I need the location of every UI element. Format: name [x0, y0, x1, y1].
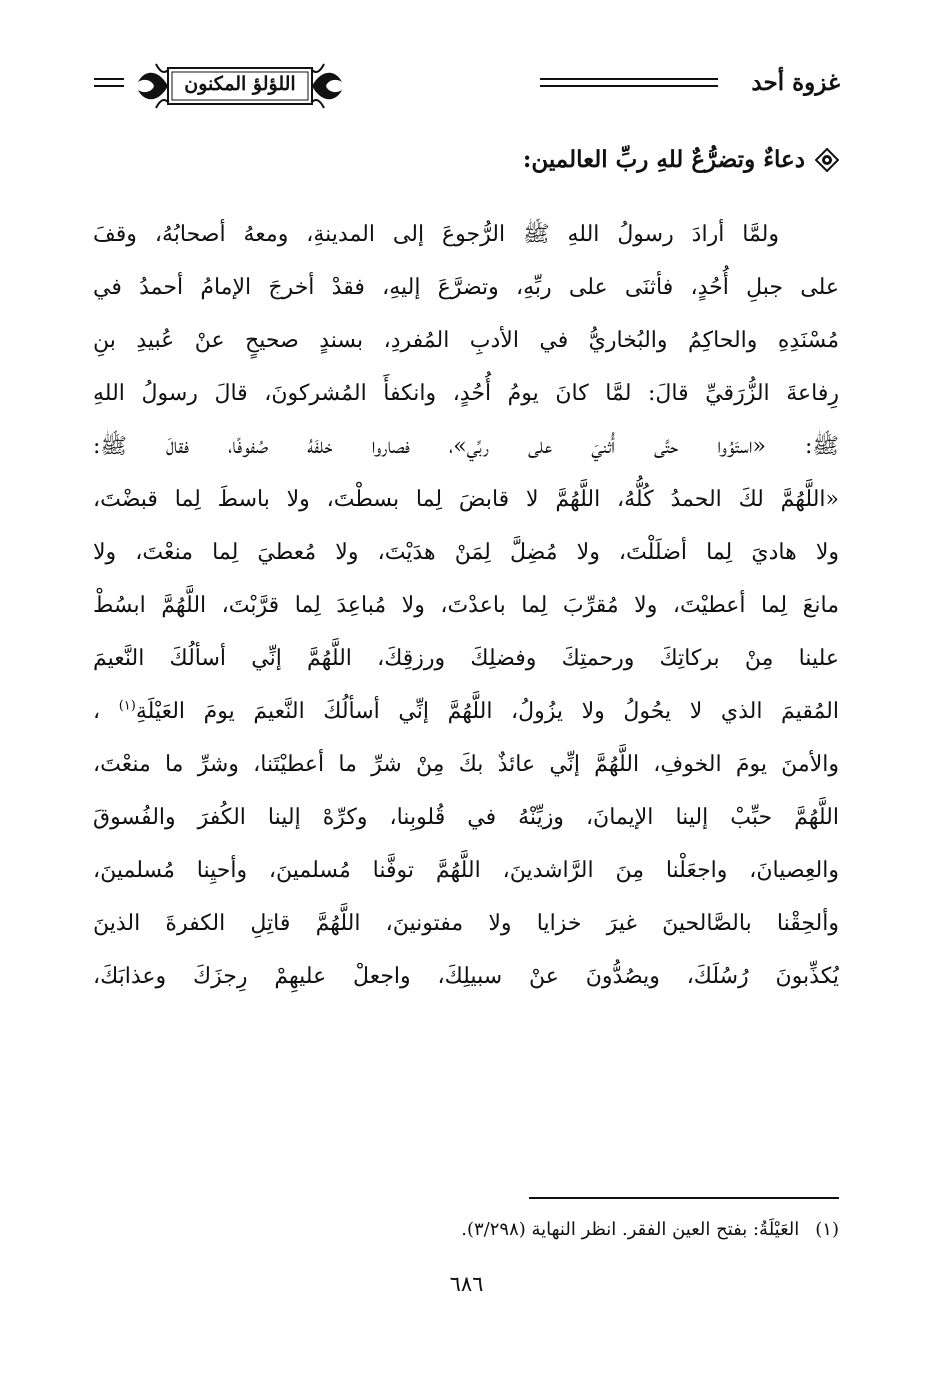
- body-line: علينا مِنْ بركاتِكَ ورحمتِكَ وفضلِكَ ورزقِكَ، اللَّهُمَّ إنِّي أسألُكَ النَّعيمَ: [93, 646, 839, 671]
- page-number: ٦٨٦: [449, 1272, 484, 1296]
- body-text: [93, 208, 839, 1003]
- body-line: ﷺ: «استَوُوا حتَّى أُثنيَ على ربِّي»، فصاروا خلفَهُ صُفوفًا، فقالَ ﷺ:: [93, 434, 839, 459]
- book-title-cartouche: [134, 58, 346, 114]
- footnote-ref-suffix: ،: [93, 699, 101, 724]
- footnote-reference[interactable]: (١): [118, 698, 136, 714]
- footnote-text: العَيْلَةُ: بفتح العين الفقر. انظر النهاية (٣/٢٩٨).: [461, 1219, 800, 1240]
- body-line: ولمَّا أرادَ رسولُ اللهِ ﷺ الرُّجوعَ إلى المدينةِ، ومعهُ أصحابُهُ، وقفَ: [93, 222, 779, 247]
- footnote-number: (١): [815, 1219, 839, 1240]
- section-heading: [523, 140, 839, 180]
- running-header: [94, 58, 840, 114]
- header-rule-right: [540, 78, 718, 87]
- body-line: مُسْنَدِهِ والحاكِمُ والبُخاريُّ في الأدبِ المُفردِ، بسندٍ صحيحٍ عنْ عُبيدِ بنِ: [93, 328, 839, 353]
- body-line: مانعَ لِما أعطيْتَ، ولا مُقرِّبَ لِما باعدْتَ، ولا مُباعِدَ لِما قرَّبْتَ، اللَّهُمَّ ابسُطْ: [93, 593, 839, 618]
- body-line: وألحِقْنا بالصَّالحينَ غيرَ خزايا ولا مفتونينَ، اللَّهُمَّ قاتِلِ الكفرةَ الذينَ: [93, 911, 839, 936]
- body-line-with-footnote: [93, 685, 839, 738]
- body-line: «اللَّهُمَّ لكَ الحمدُ كُلُّهُ، اللَّهُمَّ لا قابضَ لِما بسطْتَ، ولا باسطَ لِما قبضْتَ،: [93, 487, 839, 512]
- body-line: والعِصيانَ، واجعَلْنا مِنَ الرَّاشدينَ، اللَّهُمَّ توفَّنا مُسلمينَ، وأحيِنا مُسلمينَ،: [93, 858, 839, 883]
- body-line: على جبلِ أُحُدٍ، فأثنَى على ربِّهِ، وتضرَّعَ إليهِ، فقدْ أخرجَ الإمامُ أحمدُ في: [93, 275, 839, 300]
- body-line: اللَّهُمَّ حبِّبْ إلينا الإيمانَ، وزيِّنْهُ في قُلوبِنا، وكرِّهْ إلينا الكُفرَ والفُسوقَ: [93, 805, 839, 830]
- book-title: اللؤلؤ المكنون: [184, 73, 296, 95]
- section-heading-text: دعاءٌ وتضرُّعٌ للهِ ربِّ العالمين:: [522, 146, 805, 173]
- body-line: والأمنَ يومَ الخوفِ، اللَّهُمَّ إنِّي عائذٌ بكَ مِنْ شرِّ ما أعطيْتَنا، وشرِّ ما منعْتَ،: [93, 752, 839, 777]
- footnote: [461, 1212, 839, 1248]
- ornamental-flower-icon: [815, 148, 839, 172]
- body-line: رِفاعةَ الزُّرَقيِّ قالَ: لمَّا كانَ يومُ أُحُدٍ، وانكفأَ المُشركونَ، قالَ رسولُ اللهِ: [93, 381, 839, 406]
- header-rule-left: [94, 78, 124, 87]
- body-line: يُكذِّبونَ رُسُلَكَ، ويصُدُّونَ عنْ سبيلِكَ، واجعلْ عليهِمْ رِجزَكَ وعذابَكَ،: [93, 964, 839, 989]
- chapter-title: غزوة أحد: [751, 69, 840, 96]
- body-line: ولا هاديَ لِما أضلَلْتَ، ولا مُضِلَّ لِمَنْ هدَيْتَ، ولا مُعطيَ لِما منعْتَ، ولا: [93, 540, 839, 565]
- footnote-divider: [529, 1197, 839, 1199]
- body-line-text: المُقيمَ الذي لا يحُولُ ولا يزُولُ، اللَّهُمَّ إنِّي أسألُكَ النَّعيمَ يومَ العَيْلَةِ: [135, 699, 839, 724]
